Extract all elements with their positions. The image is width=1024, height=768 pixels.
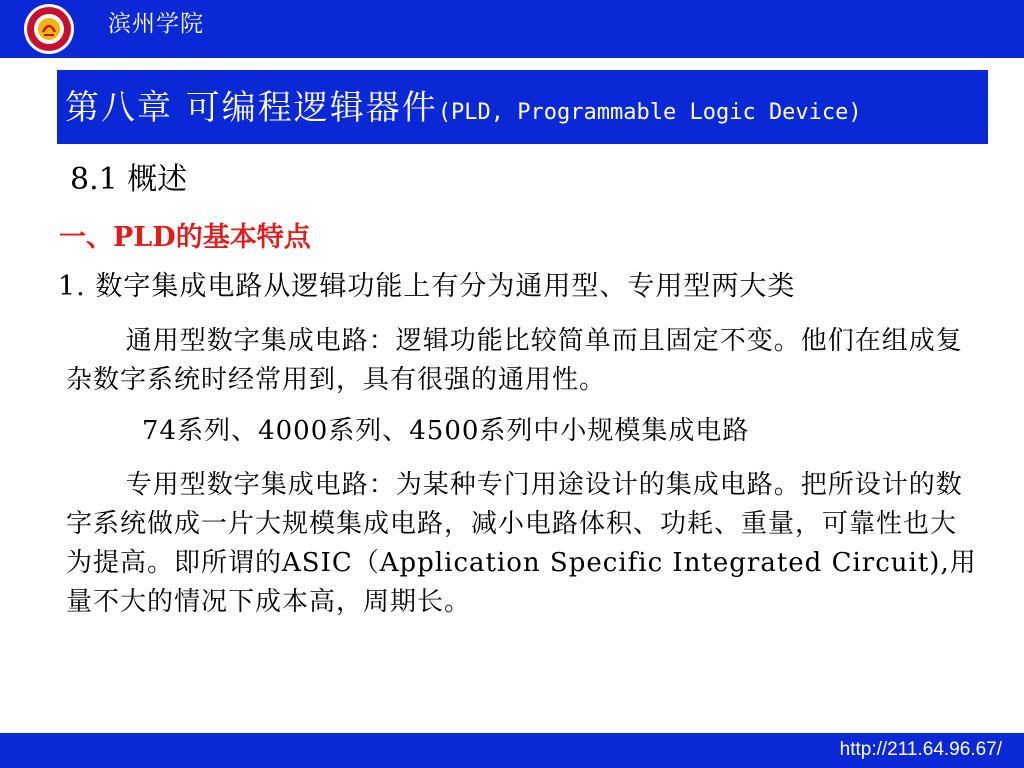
point-1: 1. 数字集成电路从逻辑功能上有分为通用型、专用型两大类: [58, 271, 796, 302]
chapter-subtitle: (PLD, Programmable Logic Device): [437, 100, 862, 125]
slide-title: [65, 86, 862, 135]
footer-bar: [0, 733, 1024, 768]
university-seal-icon: [22, 2, 76, 56]
school-name: 滨州学院: [108, 11, 204, 37]
example-series-line: 74系列、4000系列、4500系列中小规模集成电路: [142, 416, 750, 446]
slide-title-bar: [57, 70, 988, 144]
header-bar: [0, 0, 1024, 58]
asic-paragraph: 专用型数字集成电路：为某种专门用途设计的集成电路。把所设计的数字系统做成一片大规模集成电路，减小电路体积、功耗、重量，可靠性也大为提高。即所谓的ASIC（Application Specific Integrated Circuit),用量不大的情况下成本高，周期长。: [66, 470, 977, 617]
footer-url: http://211.64.96.67/: [839, 739, 1002, 760]
section-heading: 8.1 概述: [70, 162, 188, 197]
topic-heading: 一、PLD的基本特点: [59, 222, 311, 253]
chapter-title: 第八章 可编程逻辑器件: [65, 88, 438, 128]
general-purpose-paragraph: 通用型数字集成电路：逻辑功能比较简单而且固定不变。他们在组成复杂数字系统时经常用到，具有很强的通用性。: [66, 326, 963, 395]
